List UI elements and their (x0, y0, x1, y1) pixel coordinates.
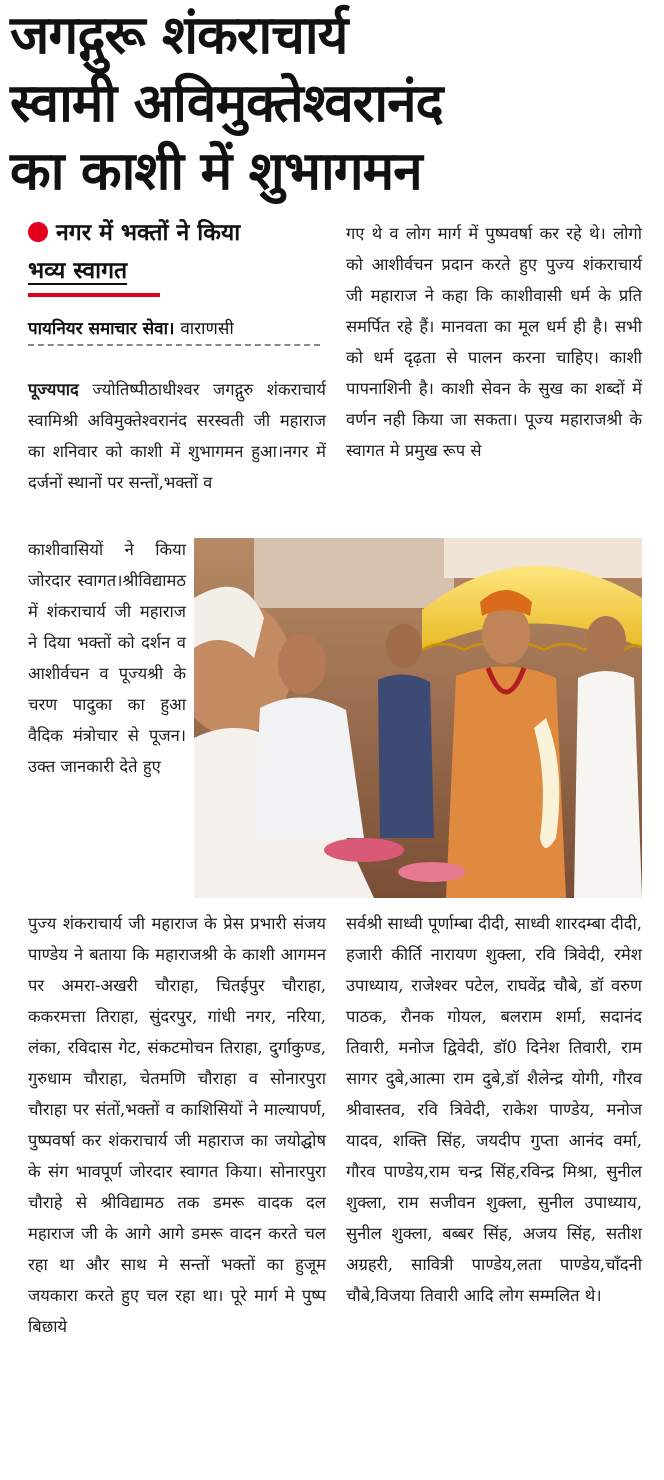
article-text-d: सर्वश्री साध्वी पूर्णाम्बा दीदी, साध्वी शारदम्बा दीदी, हजारी कीर्ति नारायण शुक्ला, रवि त्रिवेदी, रमेश उपाध्याय, राजेश्वर पटेल, राघवेंद्र चौबे, डॉ वरुण पाठक, रौनक गोयल, बलराम शर्मा, सदानंद तिवारी, मनोज द्विवेदी, डॉ0 दिनेश तिवारी, राम सागर दुबे,आत्मा राम दुबे,डॉ शैलेन्द्र योगी, गौरव श्रीवास्तव, रवि त्रिवेदी, राकेश पाण्डेय, मनोज यादव, शक्ति सिंह, जयदीप गुप्ता आनंद वर्मा, गौरव पाण्डेय,राम चन्द्र सिंह,रविन्द्र मिश्रा, सुनील शुक्ला, राम सजीवन शुक्ला, सुनील उपाध्याय, सुनील शुक्ला, बब्बर सिंह, अजय सिंह, सतीश अग्रहरी, सावित्री पाण्डेय,लता पाण्डेय,चाँदनी चौबे,विजया तिवारी आदि लोग सम्मलित थे। (346, 914, 642, 1305)
dashed-divider (28, 344, 320, 346)
article-text-b: गए थे व लोग मार्ग में पुष्पवर्षा कर रहे थे। लोगो को आशीर्वचन प्रदान करते हुए पुज्य शंकराचार्य जी महाराज ने कहा कि काशीवासी धर्म के प्रति समर्पित रहे हैं। मानवता का मूल धर्म ही है। सभी को धर्म दृढ़ता से पालन करना चाहिए। काशी पापनाशिनी है। काशी सेवन के सुख का शब्दों में वर्णन नही किया जा सकता। पूज्य महाराजश्री के स्वागत मे प्रमुख रूप से (346, 224, 642, 460)
subheadline-line-2: भव्य स्वागत (28, 258, 128, 284)
article-column-c (28, 908, 326, 1342)
headline-line-1: जगद्गुरू शंकराचार्य (10, 5, 348, 66)
headline (10, 2, 660, 206)
lead-word: पूज्यपाद (28, 380, 79, 399)
headline-line-2: स्वामी अविमुक्तेश्वरानंद (10, 73, 443, 134)
red-rule-divider (28, 293, 160, 297)
subheadline-line-1: नगर में भक्तों ने किया (56, 220, 241, 246)
red-bullet-icon (28, 222, 48, 242)
headline-line-3: का काशी में शुभागमन (10, 141, 422, 202)
article-column-a2 (28, 534, 186, 782)
article-text-c: पुज्य शंकराचार्य जी महाराज के प्रेस प्रभारी संजय पाण्डेय ने बताया कि महाराजश्री के काशी आगमन पर अमरा-अखरी चौराहा, चितईपुर चौराहा, ककरमत्ता तिराहा, सुंदरपुर, गांधी नगर, नरिया, लंका, रविदास गेट, संकटमोचन तिराहा, दुर्गाकुण्ड, गुरुधाम चौराहा, चेतमणि चौराहा व सोनारपुरा चौराहा पर संतों,भक्तों व काशिसियों ने माल्यापर्ण, पुष्पवर्षा कर शंकराचार्य जी महाराज का जयोद्घोष के संग भावपूर्ण जोरदार स्वागत किया। सोनारपुरा चौराहे से श्रीविद्यामठ तक डमरू वादक दल महाराज जी के आगे आगे डमरू वादन करते चल रहा था और साथ मे सन्तों भक्तों का हुजूम जयकारा करते हुए चल रहा था। पूरे मार्ग मे पुष्प बिछाये (28, 914, 326, 1336)
article-column-d (346, 908, 642, 1311)
news-photo-illustration (194, 538, 642, 898)
subheadline (28, 214, 328, 290)
news-photo (194, 538, 642, 898)
article-column-a (28, 374, 326, 498)
byline-city: वाराणसी (180, 319, 234, 339)
byline-agency: पायनियर समाचार सेवा। (28, 319, 175, 339)
article-column-b (346, 218, 642, 466)
byline (28, 316, 318, 339)
article-text-a: ज्योतिष्पीठाधीश्वर जगद्गुरु शंकराचार्य स्वामिश्री अविमुक्तेश्वरानंद सरस्वती जी महाराज का शनिवार को काशी में शुभागमन हुआ।नगर में दर्जनों स्थानों पर सन्तों,भक्तों व (28, 380, 326, 492)
article-text-a2: काशीवासियों ने किया जोरदार स्वागत।श्रीविद्यामठ में शंकराचार्य जी महाराज ने दिया भक्तों को दर्शन व आशीर्वचन व पूज्यश्री के चरण पादुका का हुआ वैदिक मंत्रोचार से पूजन। उक्त जानकारी देते हुए (28, 540, 186, 776)
